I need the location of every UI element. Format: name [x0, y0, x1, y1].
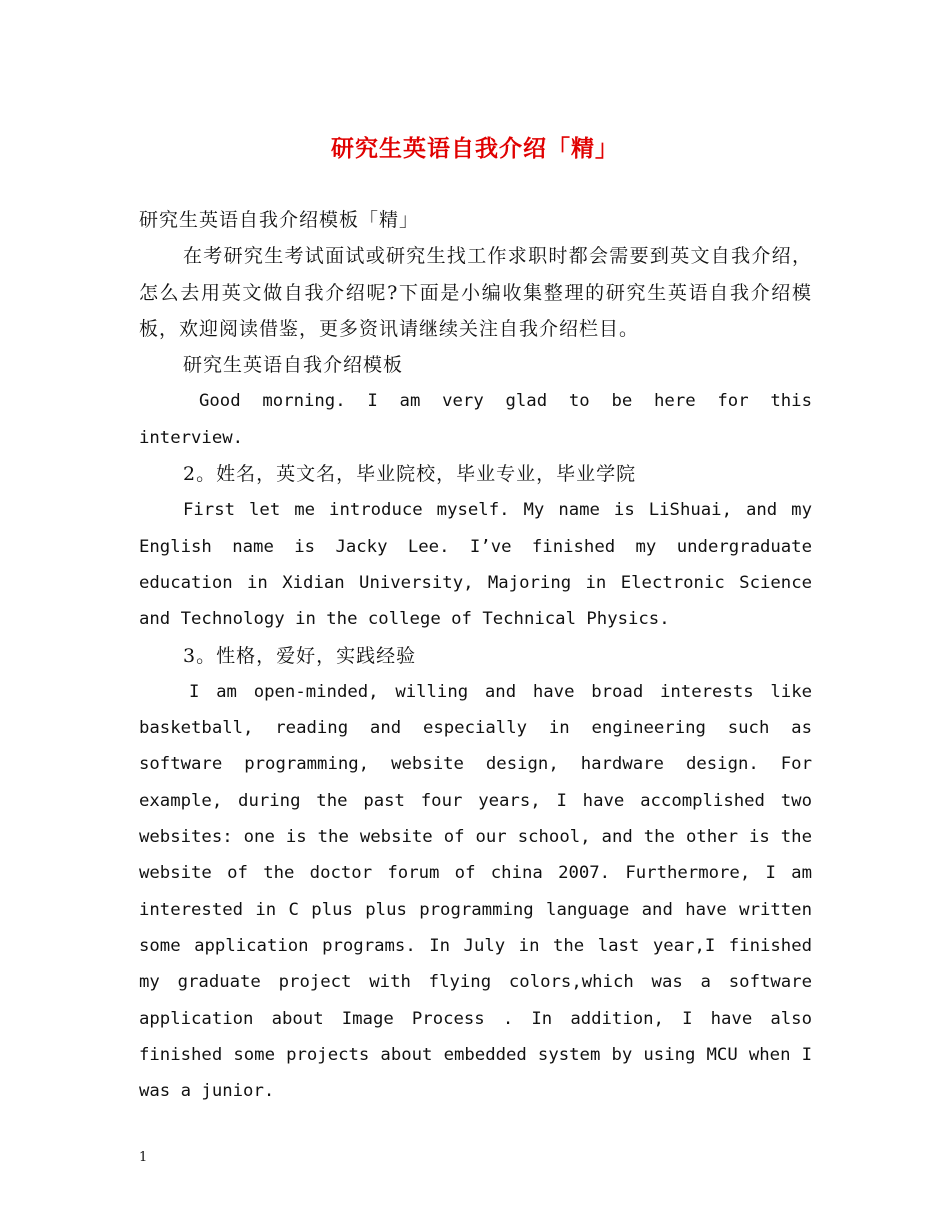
document-title: 研究生英语自我介绍「精」	[331, 135, 619, 162]
paragraph-subtitle: 研究生英语自我介绍模板「精」	[139, 209, 420, 231]
paragraph-self-introduction: First let me introduce myself. My name is LiShuai, and my English name is Jacky Lee. I’ve finished my undergraduate education in Xidian University, Majoring in Electronic Science and Technology in the college of Technical Physics.	[139, 500, 812, 630]
paragraph-section-3-heading: 3。性格，爱好，实践经验	[183, 644, 417, 667]
paragraph-intro: 在考研究生考试面试或研究生找工作求职时都会需要到英文自我介绍，怎么去用英文做自我介绍呢?下面是小编收集整理的研究生英语自我介绍模板，欢迎阅读借鉴，更多资讯请继续关注自我介绍栏目。	[139, 245, 812, 340]
paragraph-section-2-heading: 2。姓名，英文名，毕业院校，毕业专业，毕业学院	[183, 463, 637, 486]
document-body	[139, 202, 812, 1109]
page-number: 1	[139, 1150, 148, 1165]
paragraph-template-heading: 研究生英语自我介绍模板	[183, 354, 404, 377]
paragraph-greeting: Good morning. I am very glad to be here for this interview.	[139, 391, 812, 448]
paragraph-personality: I am open-minded, willing and have broad interests like basketball, reading and especially in engineering such as software programming, website design, hardware design. For example, during the past four years, I have accomplished two websites: one is the website of our school, and the other is the website of the doctor forum of china 2007. Furthermore, I am interested in C plus plus programming language and have written some application programs. In July in the last year,I finished my graduate project with flying colors,which was a software application about Image Process . In addition, I have also finished some projects about embedded system by using MCU when I was a junior.	[139, 681, 812, 1102]
